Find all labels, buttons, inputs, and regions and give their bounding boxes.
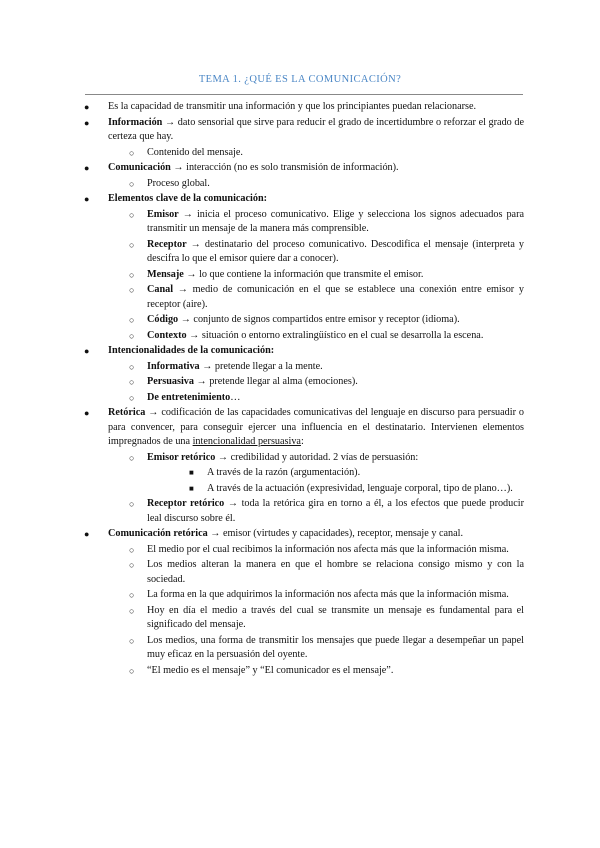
item-text: El medio por el cual recibimos la información nos afecta más que la información misma. bbox=[147, 543, 509, 555]
circle-bullet-icon: ○ bbox=[129, 452, 135, 463]
circle-bullet-icon: ○ bbox=[129, 377, 135, 387]
circle-bullet-icon: ○ bbox=[129, 590, 135, 600]
list-item bbox=[129, 313, 524, 328]
circle-bullet-icon: ○ bbox=[129, 330, 135, 341]
item-text: → situación o entorno extralingüístico en el cual se desarrolla la escena. bbox=[186, 329, 484, 341]
circle-bullet-icon: ○ bbox=[129, 560, 135, 570]
item-text: Es la capacidad de transmitir una información y que los principiantes puedan relacionarse. bbox=[108, 101, 477, 112]
circle-bullet-icon: ○ bbox=[129, 209, 135, 220]
list-item bbox=[129, 634, 524, 663]
item-text: … bbox=[230, 391, 241, 403]
list-item bbox=[129, 497, 524, 526]
list-item bbox=[129, 664, 524, 679]
item-term: De entretenimiento bbox=[147, 391, 231, 403]
item-term: Receptor bbox=[147, 238, 187, 250]
circle-bullet-icon: ○ bbox=[129, 605, 135, 616]
item-text: → toda la retórica gira en torno a él, a los efectos que puede producir leal discurso sobre él. bbox=[147, 498, 524, 524]
page-title: TEMA 1. ¿QUÉ ES LA COMUNICACIÓN? bbox=[198, 74, 402, 85]
item-term: Canal bbox=[147, 284, 174, 295]
item-text-tail: : bbox=[300, 436, 304, 447]
list-item bbox=[129, 391, 524, 406]
bullet-icon: ● bbox=[84, 346, 90, 356]
list-item bbox=[84, 192, 524, 207]
section-heading: Elementos clave de la comunicación: bbox=[108, 193, 268, 204]
list-item bbox=[129, 329, 524, 344]
item-text: → destinatario del proceso comunicativo. Descodifica el mensaje (interpreta y descifra lo que el emisor quiere dar a conocer). bbox=[147, 238, 524, 264]
list-item bbox=[84, 527, 524, 542]
bullet-icon: ● bbox=[84, 163, 90, 173]
item-text: → interacción (no es solo transmisión de información). bbox=[170, 162, 399, 173]
item-term: Receptor retórico bbox=[147, 498, 225, 509]
item-term: Contexto bbox=[147, 329, 187, 341]
circle-bullet-icon: ○ bbox=[129, 147, 135, 158]
item-text: Los medios, una forma de transmitir los mensajes que puede llegar a desempeñar un papel muy eficaz en la persuasión del oyente. bbox=[147, 634, 524, 660]
circle-bullet-icon: ○ bbox=[129, 178, 135, 189]
list-item bbox=[129, 451, 524, 466]
circle-bullet-icon: ○ bbox=[129, 635, 135, 646]
item-term: Retórica bbox=[108, 407, 146, 418]
circle-bullet-icon: ○ bbox=[129, 315, 135, 325]
bullet-icon: ● bbox=[84, 102, 90, 112]
circle-bullet-icon: ○ bbox=[129, 392, 135, 403]
item-term: Comunicación retórica bbox=[108, 528, 208, 539]
circle-bullet-icon: ○ bbox=[129, 665, 135, 676]
item-term: Comunicación bbox=[108, 162, 171, 173]
bullet-icon: ● bbox=[84, 529, 90, 539]
item-text: → medio de comunicación en el que se establece una conexión entre emisor y receptor (aire). bbox=[147, 284, 524, 310]
item-text: → lo que contiene la información que transmite el emisor. bbox=[183, 268, 424, 280]
item-text: → codificación de las capacidades comunicativas del lenguaje en discurso para persuadir o para convencer, para conseguir ejercer una influencia en el destinatario. Intervienen elementos impregnados de una bbox=[108, 407, 524, 447]
item-term: Emisor bbox=[147, 208, 179, 220]
item-text: → emisor (virtudes y capacidades), receptor, mensaje y canal. bbox=[207, 528, 463, 539]
item-text: “El medio es el mensaje” y “El comunicador es el mensaje”. bbox=[147, 664, 394, 676]
item-term: Código bbox=[147, 314, 179, 325]
list-item bbox=[129, 543, 524, 558]
list-item bbox=[189, 466, 524, 481]
square-bullet-icon: ■ bbox=[189, 468, 194, 477]
item-text: → pretende llegar al alma (emociones). bbox=[193, 376, 358, 387]
circle-bullet-icon: ○ bbox=[129, 269, 135, 280]
circle-bullet-icon: ○ bbox=[129, 361, 135, 372]
list-item bbox=[189, 482, 524, 497]
item-text: → pretende llegar a la mente. bbox=[199, 360, 323, 372]
underlined-text: intencionalidad persuasiva bbox=[192, 436, 301, 447]
list-item bbox=[129, 360, 524, 375]
item-term: Información bbox=[108, 116, 163, 128]
item-term: Mensaje bbox=[147, 268, 184, 280]
item-text: A través de la actuación (expresividad, lenguaje corporal, tipo de plano…). bbox=[207, 482, 513, 494]
section-heading: Intencionalidades de la comunicación: bbox=[108, 345, 275, 356]
list-item bbox=[129, 268, 524, 283]
bullet-icon: ● bbox=[84, 408, 90, 418]
item-text: Contenido del mensaje. bbox=[147, 146, 243, 158]
item-text: Hoy en día el medio a través del cual se transmite un mensaje es fundamental para el significado del mensaje. bbox=[147, 604, 524, 630]
list-item bbox=[129, 283, 524, 312]
list-item bbox=[129, 588, 524, 603]
list-item bbox=[129, 375, 524, 390]
item-text: Proceso global. bbox=[147, 177, 210, 189]
list-item bbox=[129, 177, 524, 192]
list-item bbox=[84, 100, 524, 115]
list-item bbox=[84, 344, 524, 359]
list-item bbox=[84, 161, 524, 176]
bullet-icon: ● bbox=[84, 117, 90, 128]
item-text: → dato sensorial que sirve para reducir el grado de incertidumbre o reforzar el grado de certeza que hay. bbox=[108, 116, 524, 142]
item-text: → conjunto de signos compartidos entre emisor y receptor (idioma). bbox=[178, 314, 460, 325]
list-item bbox=[84, 116, 524, 145]
item-term: Informativa bbox=[147, 360, 200, 372]
list-item bbox=[129, 208, 524, 237]
item-term: Persuasiva bbox=[147, 376, 194, 387]
item-text: La forma en la que adquirimos la información nos afecta más que la información misma. bbox=[147, 589, 509, 600]
list-item bbox=[129, 558, 524, 587]
item-text: A través de la razón (argumentación). bbox=[207, 467, 361, 478]
list-item bbox=[129, 146, 524, 161]
square-bullet-icon: ■ bbox=[189, 483, 194, 493]
title-divider bbox=[85, 94, 523, 95]
item-text: → inicia el proceso comunicativo. Elige y selecciona los signos adecuados para transmitir un mensaje de la manera más comprensible. bbox=[147, 208, 524, 234]
item-term: Emisor retórico bbox=[147, 451, 216, 463]
list-item bbox=[129, 604, 524, 633]
circle-bullet-icon: ○ bbox=[129, 544, 135, 555]
circle-bullet-icon: ○ bbox=[129, 285, 135, 295]
circle-bullet-icon: ○ bbox=[129, 239, 135, 250]
document-body bbox=[0, 100, 600, 679]
list-item bbox=[129, 238, 524, 267]
list-item bbox=[84, 406, 524, 450]
circle-bullet-icon: ○ bbox=[129, 499, 135, 509]
item-text: → credibilidad y autoridad. 2 vías de persuasión: bbox=[215, 451, 419, 463]
item-text: Los medios alteran la manera en que el hombre se relaciona consigo mismo y con la sociedad. bbox=[147, 559, 524, 585]
bullet-icon: ● bbox=[84, 194, 90, 204]
